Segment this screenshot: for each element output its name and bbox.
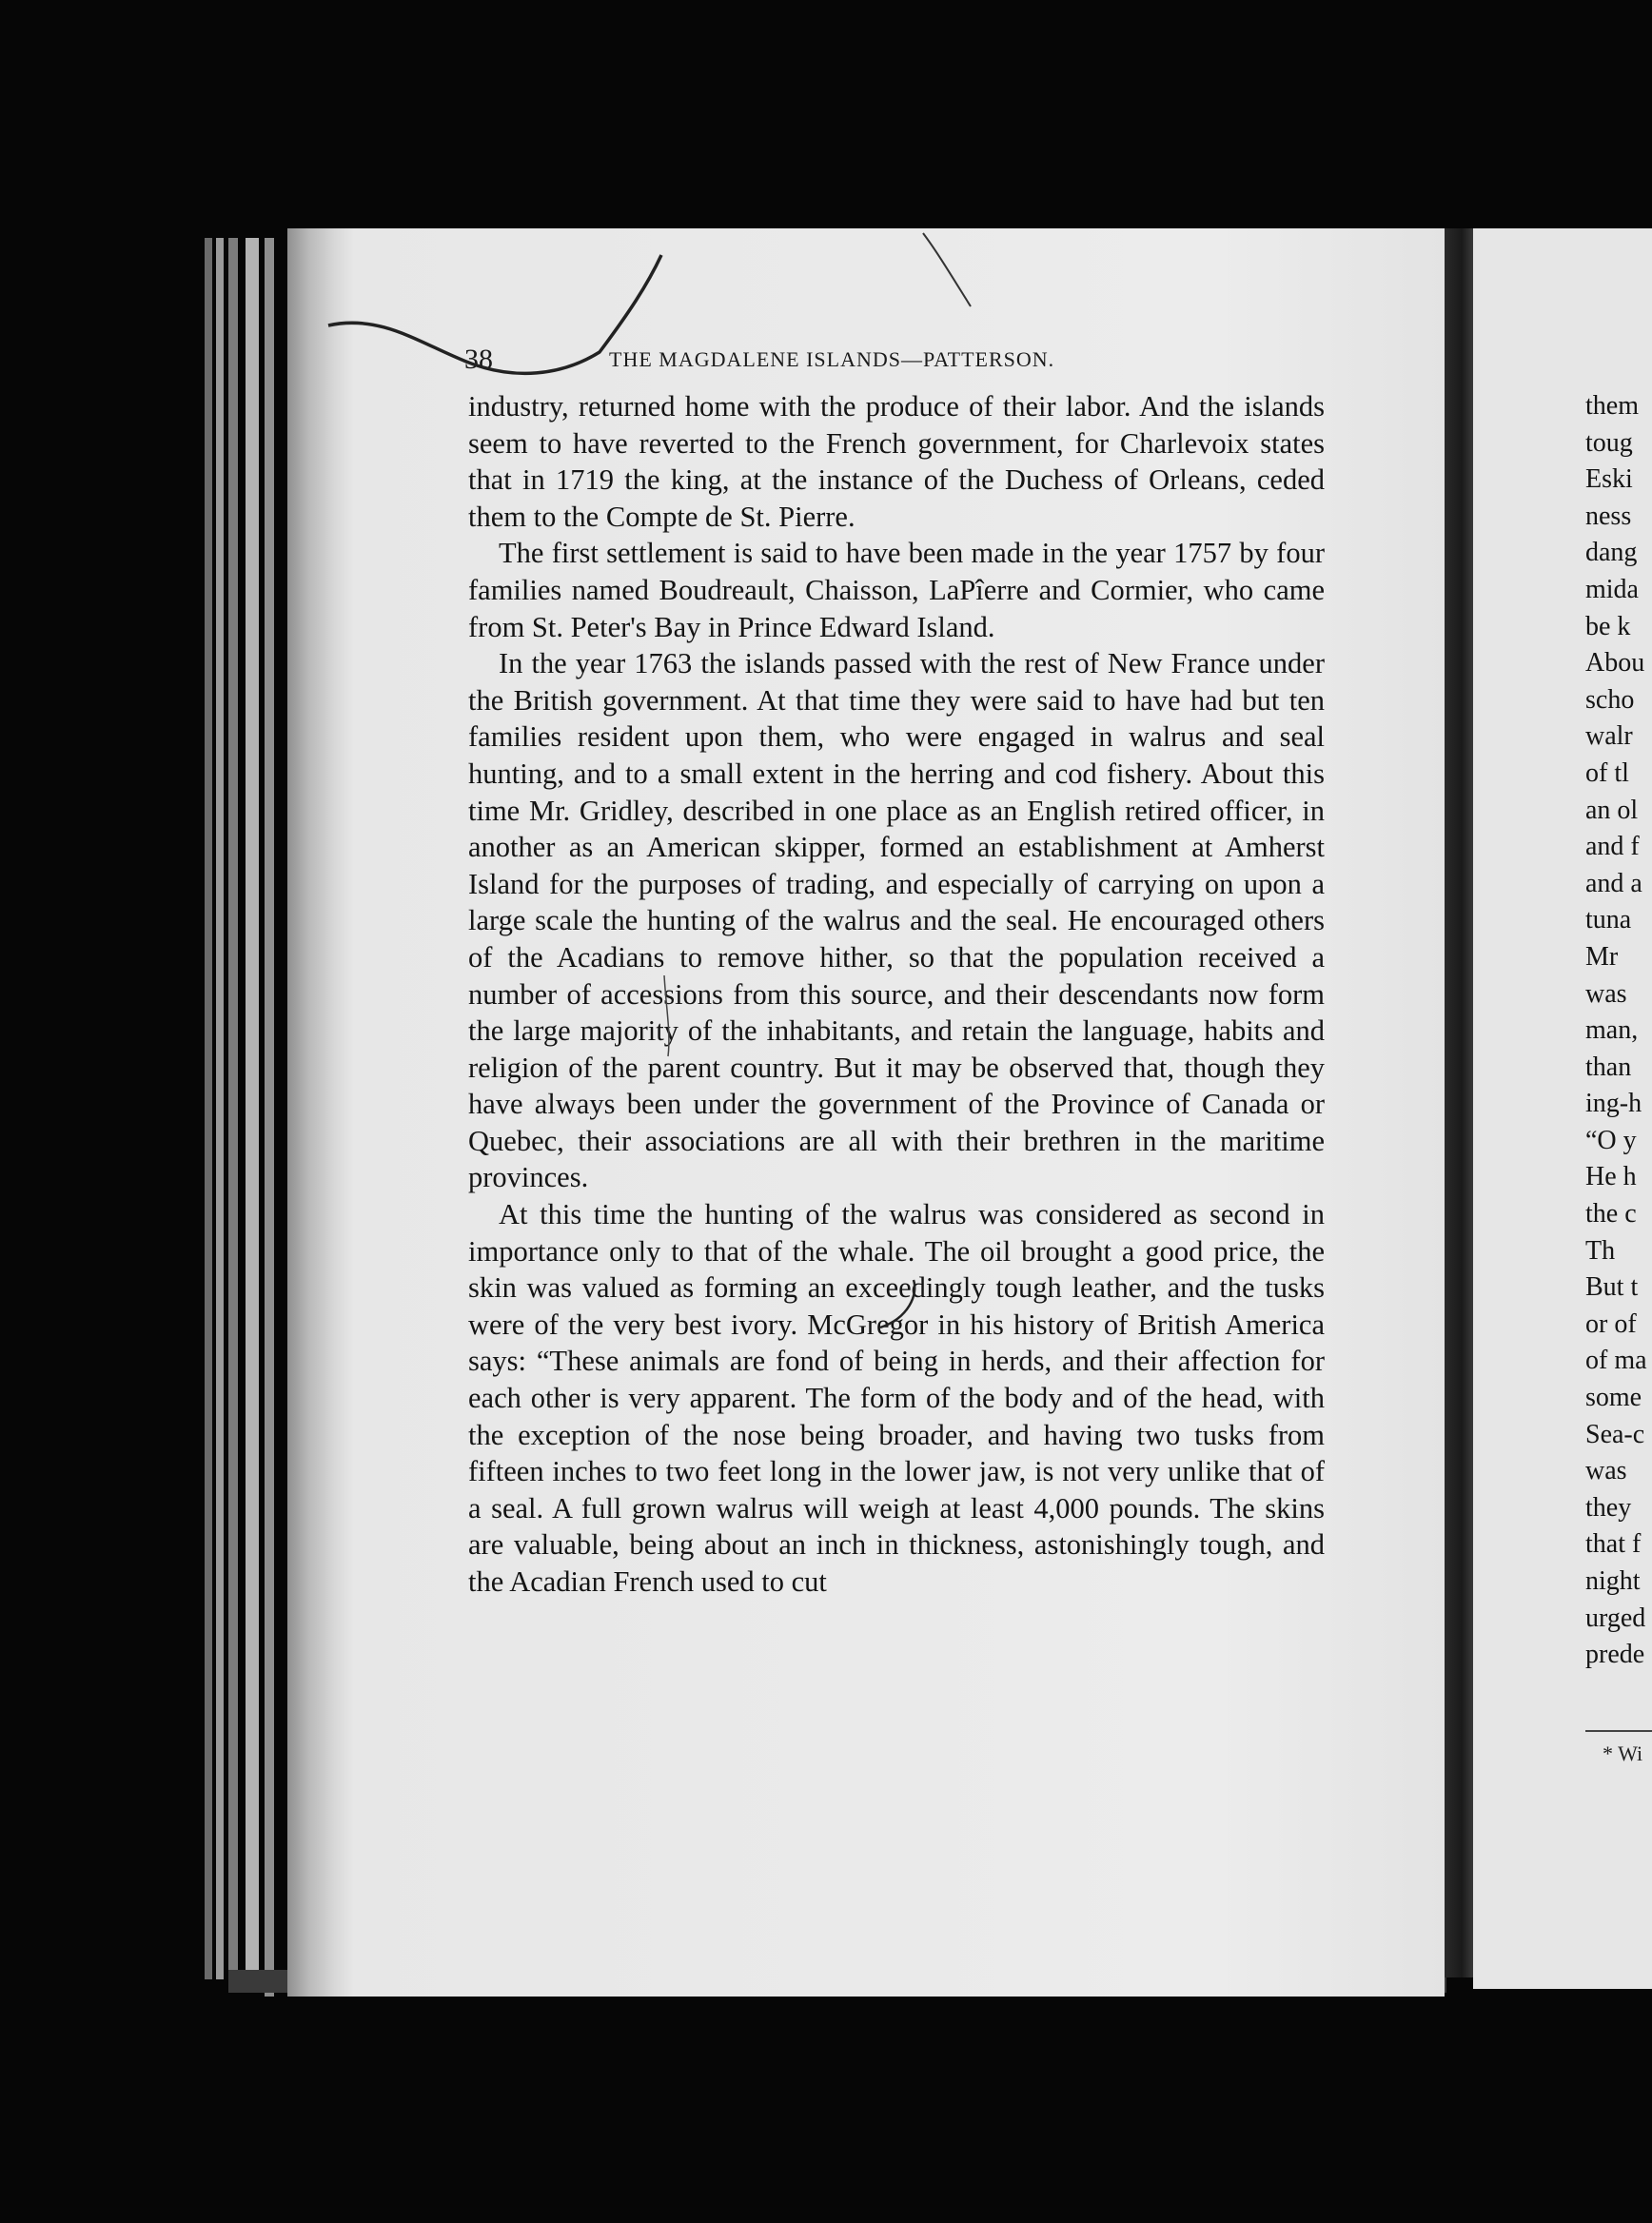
facing-page-line: was <box>1585 978 1627 1009</box>
facing-page-line: of ma <box>1585 1346 1647 1376</box>
facing-page-line: urged <box>1585 1603 1646 1633</box>
facing-page-line: that f <box>1585 1529 1642 1560</box>
page-stack-edge <box>228 238 238 1979</box>
facing-page-line: and a <box>1585 868 1642 898</box>
facing-page-line: Mr <box>1585 941 1619 972</box>
facing-page-line: they <box>1585 1492 1632 1523</box>
facing-page-line: night <box>1585 1566 1641 1596</box>
facing-page-line: dang <box>1585 538 1638 568</box>
facing-page-line: the c <box>1585 1199 1637 1230</box>
facing-page-line: was <box>1585 1456 1627 1486</box>
paragraph: At this time the hunting of the walrus was considered as second in importance only to that of the whale. The oil brought a good price, the skin was valued as forming an exceedingly tough leather, and the tusks were of the very best ivory. McGregor in his history of British America says: “These animals are fond of being in herds, and their affection for each other is very apparent. The form of the body and of the head, with the exception of the nose being broader, and having two tusks from fifteen inches to two feet long in the lower jaw, is not very unlike that of a seal. A full grown walrus will weigh at least 4,000 pounds. The skins are valuable, being about an inch in thickness, astonishingly tough, and the Acadian French used to cut <box>468 1198 1325 1598</box>
footnote-fragment: * Wi <box>1603 1741 1643 1765</box>
paragraph: The first settlement is said to have been made in the year 1757 by four families named Boudreault, Chaisson, LaPîerre and Cormier, who came from St. Peter's Bay in Prince Edward Island. <box>468 537 1325 643</box>
facing-page-line: of tl <box>1585 757 1629 788</box>
facing-page-line: ness <box>1585 501 1632 531</box>
facing-page-line: and f <box>1585 832 1640 862</box>
page-header <box>464 341 1349 379</box>
facing-page-line: Abou <box>1585 648 1645 679</box>
running-head: THE MAGDALENE ISLANDS—PATTERSON. <box>609 347 1055 371</box>
facing-page-line: “O y <box>1585 1125 1637 1155</box>
facing-page-line: Eski <box>1585 464 1633 495</box>
body-text <box>468 388 1325 1601</box>
page-stack-edge <box>205 238 212 1979</box>
facing-page-line: Sea-c <box>1585 1419 1645 1449</box>
page-stack-edge <box>246 238 259 1979</box>
facing-page-line: He h <box>1585 1162 1637 1192</box>
facing-page-line: toug <box>1585 427 1633 458</box>
facing-page-line: prede <box>1585 1640 1645 1670</box>
facing-page-text <box>1585 388 1652 1674</box>
paragraph: industry, returned home with the produce of their labor. And the islands seem to have reverted to the French government, for Charlevoix states that in 1719 the king, at the instance of the Duchess of Orleans, ceded them to the Compte de St. Pierre. <box>468 390 1325 533</box>
book-gutter <box>1445 228 1473 1977</box>
facing-page-line: tuna <box>1585 905 1632 935</box>
facing-page-line: an ol <box>1585 795 1639 825</box>
footnote-rule <box>1585 1730 1652 1732</box>
facing-page-line: mida <box>1585 574 1639 604</box>
facing-page-line: than <box>1585 1052 1632 1082</box>
facing-page-line: them <box>1585 391 1639 421</box>
facing-page-line: be k <box>1585 611 1631 641</box>
page-number: 38 <box>464 344 493 375</box>
facing-page-line: ing-h <box>1585 1089 1642 1119</box>
facing-page-line: walr <box>1585 721 1633 752</box>
paragraph: In the year 1763 the islands passed with the rest of New France under the British government. At that time they were said to have had but ten families resident upon them, who were engaged in walrus and seal hunting, and to a small extent in the herring and cod fishery. About this time Mr. Gridley, described in one place as an English retired officer, in another as an American skipper, formed an establishment at Amherst Island for the purposes of trading, and especially of carrying on upon a large scale the hunting of the walrus and the seal. He encouraged others of the Acadians to remove hither, so that the population received a number of accessions from this source, and their descendants now form the large majority of the inhabitants, and retain the language, habits and religion of the parent country. But it may be observed that, though they have always been under the government of the Province of Canada or Quebec, their associations are all with their brethren in the maritime provinces. <box>468 647 1325 1194</box>
facing-page-line: or of <box>1585 1308 1637 1339</box>
facing-page-line: man, <box>1585 1015 1639 1046</box>
page-stack-edge <box>216 238 224 1979</box>
book-page-left <box>287 228 1445 1997</box>
facing-page-line: Th <box>1585 1235 1616 1266</box>
page-stack-edge <box>265 238 274 1997</box>
facing-page-line: But t <box>1585 1272 1639 1303</box>
facing-page-line: scho <box>1585 684 1635 715</box>
facing-page-line: some <box>1585 1383 1642 1413</box>
book-page-right <box>1473 228 1652 1989</box>
